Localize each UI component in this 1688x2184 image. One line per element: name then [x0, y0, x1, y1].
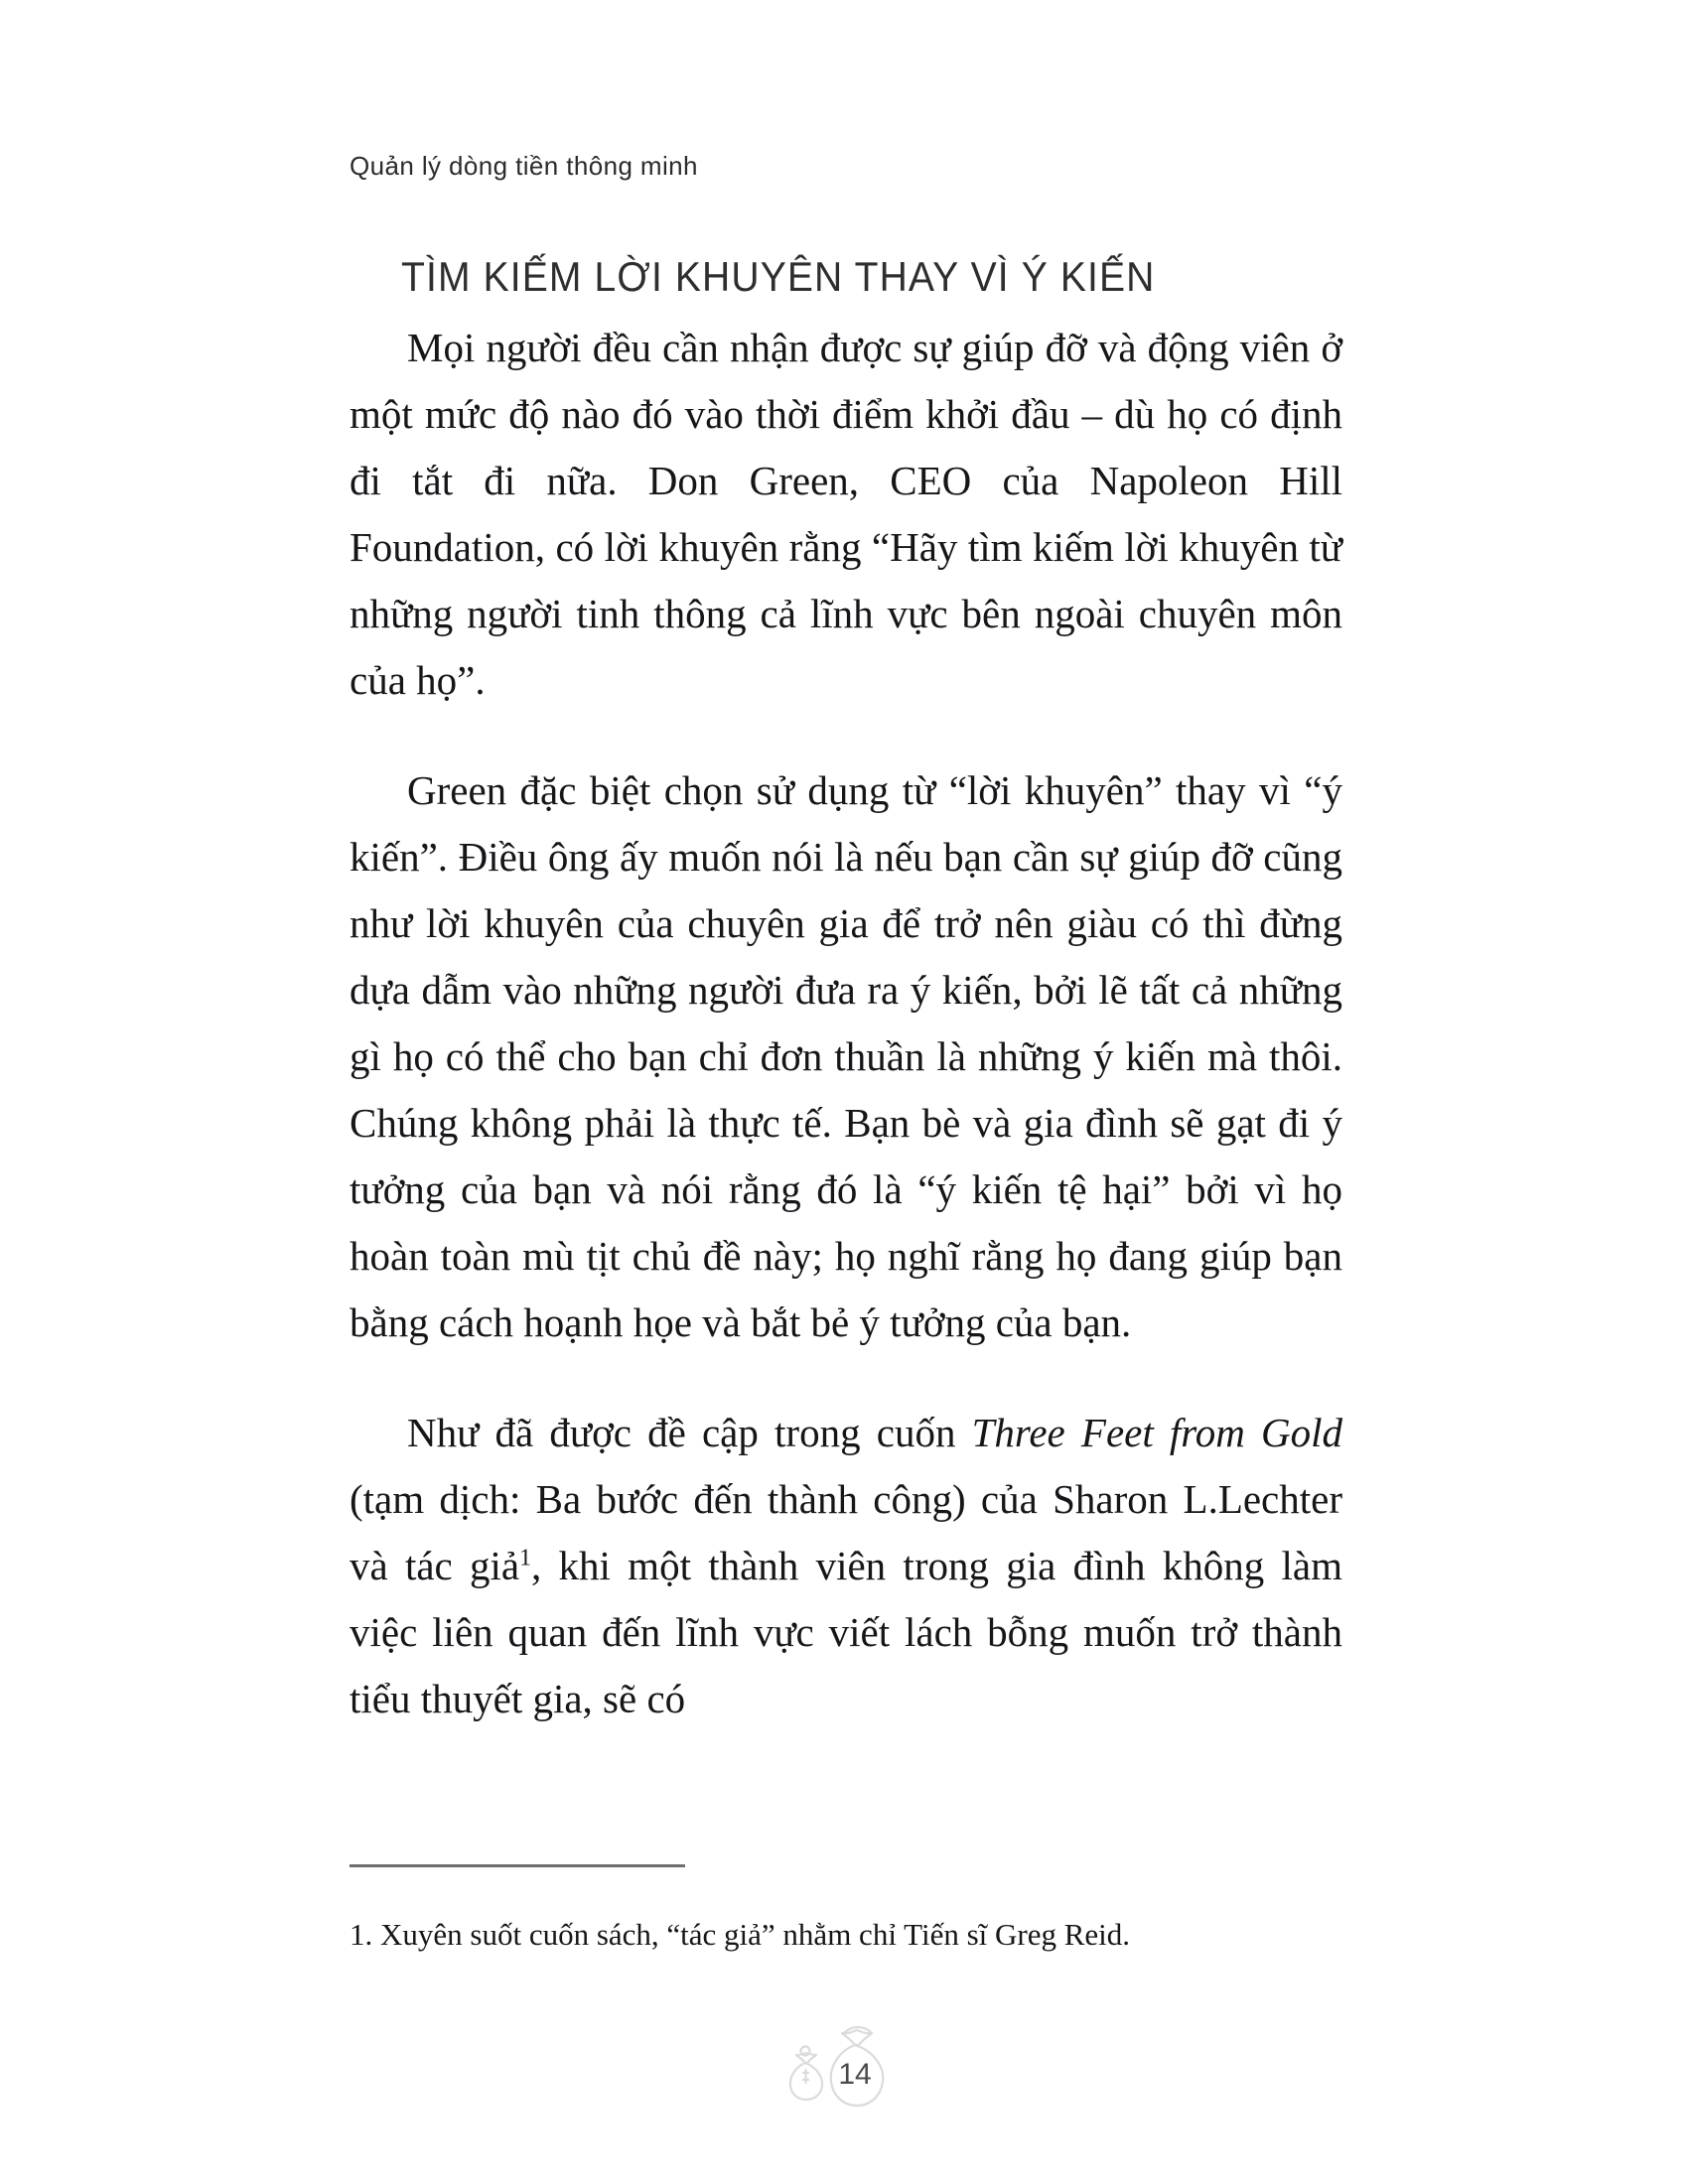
paragraph-3-lead-text: Như đã được đề cập trong cuốn: [407, 1410, 972, 1455]
paragraph-3-tail-text: , khi một thành viên trong gia đình không làm việc liên quan đến lĩnh vực viết lách bỗng muốn trở thành tiểu thuyết gia, sẽ có: [350, 1543, 1342, 1721]
paragraph-1: Mọi người đều cần nhận được sự giúp đỡ và động viên ở một mức độ nào đó vào thời điểm khởi đầu – dù họ có định đi tắt đi nữa. Don Green, CEO của Napoleon Hill Foundation, có lời khuyên rằng “Hãy tìm kiếm lời khuyên từ những người tinh thông cả lĩnh vực bên ngoài chuyên môn của họ”.: [350, 325, 1342, 703]
footnote-area: [350, 1864, 1342, 1957]
footnote-text: 1. Xuyên suốt cuốn sách, “tác giả” nhằm chỉ Tiến sĩ Greg Reid.: [350, 1917, 1131, 1952]
footnote-separator-rule: [350, 1864, 685, 1867]
page-number: 14: [838, 2058, 872, 2091]
paragraph-3-middle-text: (tạm dịch: Ba bước đến thành công) của Sharon L.Lechter và tác giả: [350, 1476, 1342, 1588]
running-header: Quản lý dòng tiền thông minh: [350, 151, 698, 181]
book-title-italic: Three Feet from Gold: [971, 1410, 1342, 1455]
section-heading: TÌM KIẾM LỜI KHUYÊN THAY VÌ Ý KIẾN: [401, 253, 1156, 300]
page-footer: [0, 2011, 1688, 2120]
paragraph-3: [350, 1400, 1342, 1732]
footnote-reference-marker[interactable]: 1: [519, 1545, 531, 1571]
page-content: [350, 253, 1342, 1732]
paragraph-2: Green đặc biệt chọn sử dụng từ “lời khuyên” thay vì “ý kiến”. Điều ông ấy muốn nói là nếu bạn cần sự giúp đỡ cũng như lời khuyên của chuyên gia để trở nên giàu có thì đừng dựa dẫm vào những người đưa ra ý kiến, bởi lẽ tất cả những gì họ có thể cho bạn chỉ đơn thuần là những ý kiến mà thôi. Chúng không phải là thực tế. Bạn bè và gia đình sẽ gạt đi ý tưởng của bạn và nói rằng đó là “ý kiến tệ hại” bởi vì họ hoàn toàn mù tịt chủ đề này; họ nghĩ rằng họ đang giúp bạn bằng cách hoạnh họe và bắt bẻ ý tưởng của bạn.: [350, 767, 1342, 1345]
